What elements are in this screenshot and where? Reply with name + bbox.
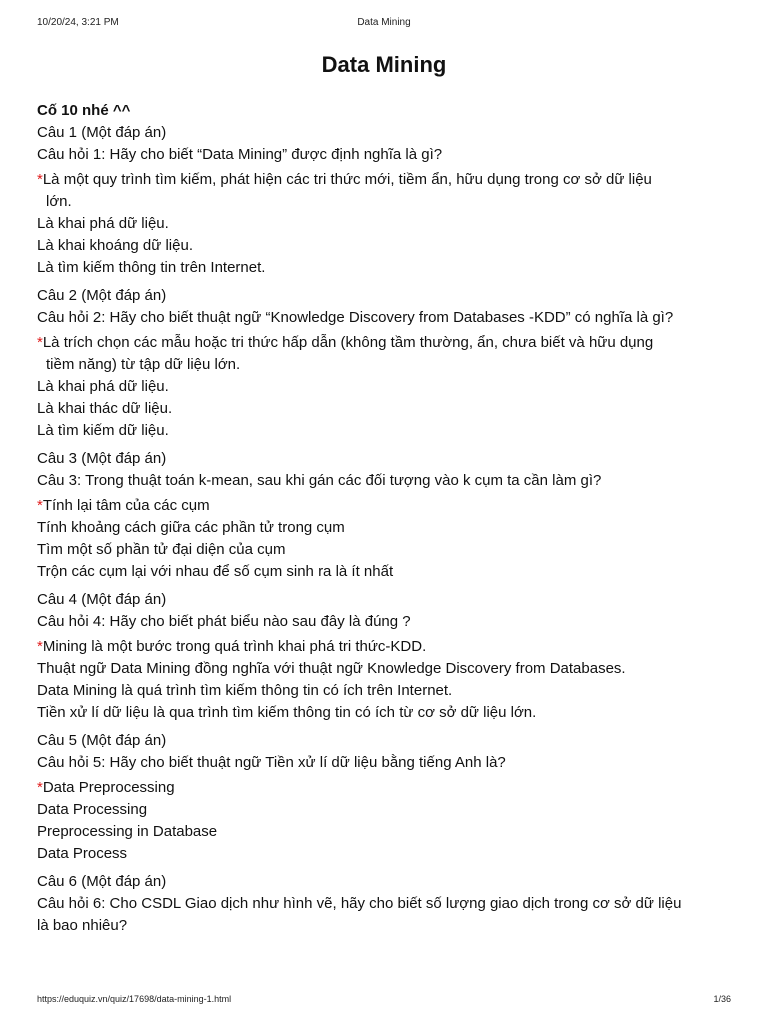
print-url: https://eduquiz.vn/quiz/17698/data-mining-1.html	[37, 994, 232, 1004]
question-4-correct-answer	[37, 636, 737, 658]
question-3-option-4: Trộn các cụm lại với nhau để số cụm sinh ra là ít nhất	[37, 563, 394, 580]
print-header	[37, 17, 731, 31]
question-3-option-2: Tính khoảng cách giữa các phần tử trong cụm	[37, 519, 345, 536]
question-2-heading: Câu 2 (Một đáp án)	[37, 287, 167, 304]
print-page-number: 1/36	[713, 994, 731, 1004]
print-footer	[37, 994, 731, 1008]
intro-text: Cố 10 nhé ^^	[37, 102, 131, 119]
answer-text: Data Preprocessing	[42, 779, 175, 796]
question-4-option-4: Tiền xử lí dữ liệu là qua trình tìm kiếm thông tin có ích từ cơ sở dữ liệu lớn.	[37, 704, 537, 721]
print-datetime: 10/20/24, 3:21 PM	[37, 17, 119, 28]
question-2-text: Câu hỏi 2: Hãy cho biết thuật ngữ “Knowledge Discovery from Databases -KDD” có nghĩa là gì?	[37, 309, 674, 326]
question-5-heading: Câu 5 (Một đáp án)	[37, 732, 167, 749]
question-2-option-2: Là khai phá dữ liệu.	[37, 378, 169, 395]
question-3-text: Câu 3: Trong thuật toán k-mean, sau khi gán các đối tượng vào k cụm ta cần làm gì?	[37, 472, 602, 489]
question-3-correct-answer	[37, 495, 737, 517]
correct-marker: *	[37, 497, 43, 514]
answer-text: Mining là một bước trong quá trình khai phá tri thức-KDD.	[42, 638, 427, 655]
question-3	[37, 448, 737, 583]
correct-marker: *	[37, 638, 43, 655]
question-6	[37, 871, 737, 937]
question-5-text: Câu hỏi 5: Hãy cho biết thuật ngữ Tiền xử lí dữ liệu bằng tiếng Anh là?	[37, 754, 506, 771]
question-4	[37, 589, 737, 724]
question-1-option-2: Là khai phá dữ liệu.	[37, 215, 169, 232]
question-2	[37, 285, 737, 442]
question-3-option-3: Tìm một số phần tử đại diện của cụm	[37, 541, 286, 558]
question-4-option-3: Data Mining là quá trình tìm kiếm thông tin có ích trên Internet.	[37, 682, 453, 699]
question-5-option-2: Data Processing	[37, 801, 148, 818]
question-6-text: Câu hỏi 6: Cho CSDL Giao dịch như hình vẽ, hãy cho biết số lượng giao dịch trong cơ sở dữ liệu	[37, 895, 682, 912]
answer-text: Tính lại tâm của các cụm	[42, 497, 210, 514]
question-5-option-3: Preprocessing in Database	[37, 823, 218, 840]
question-2-option-3: Là khai thác dữ liệu.	[37, 400, 173, 417]
correct-marker: *	[37, 171, 43, 188]
answer-text-continued: lớn.	[46, 193, 72, 210]
question-2-correct-answer	[37, 332, 737, 376]
print-doc-title: Data Mining	[357, 17, 411, 28]
question-5-correct-answer	[37, 777, 737, 799]
answer-text-continued: tiềm năng) từ tập dữ liệu lớn.	[46, 356, 241, 373]
question-2-option-4: Là tìm kiếm dữ liệu.	[37, 422, 169, 439]
question-1-text: Câu hỏi 1: Hãy cho biết “Data Mining” được định nghĩa là gì?	[37, 146, 443, 163]
question-1	[37, 122, 737, 279]
quiz-content	[37, 100, 737, 943]
question-1-option-4: Là tìm kiếm thông tin trên Internet.	[37, 259, 266, 276]
question-3-heading: Câu 3 (Một đáp án)	[37, 450, 167, 467]
answer-text: Là trích chọn các mẫu hoặc tri thức hấp dẫn (không tầm thường, ẩn, chưa biết và hữu dụng	[42, 334, 654, 351]
correct-marker: *	[37, 334, 43, 351]
correct-marker: *	[37, 779, 43, 796]
question-1-option-3: Là khai khoáng dữ liệu.	[37, 237, 193, 254]
question-5-option-4: Data Process	[37, 845, 128, 862]
question-5	[37, 730, 737, 865]
question-1-heading: Câu 1 (Một đáp án)	[37, 124, 167, 141]
question-4-heading: Câu 4 (Một đáp án)	[37, 591, 167, 608]
answer-text: Là một quy trình tìm kiếm, phát hiện các tri thức mới, tiềm ẩn, hữu dụng trong cơ sở dữ liệu	[42, 171, 652, 188]
question-1-correct-answer	[37, 169, 737, 213]
question-6-text-continued: là bao nhiêu?	[37, 917, 128, 934]
question-4-option-2: Thuật ngữ Data Mining đồng nghĩa với thuật ngữ Knowledge Discovery from Databases.	[37, 660, 626, 677]
question-6-heading: Câu 6 (Một đáp án)	[37, 873, 167, 890]
question-4-text: Câu hỏi 4: Hãy cho biết phát biểu nào sau đây là đúng ?	[37, 613, 411, 630]
page-title: Data Mining	[321, 52, 447, 77]
